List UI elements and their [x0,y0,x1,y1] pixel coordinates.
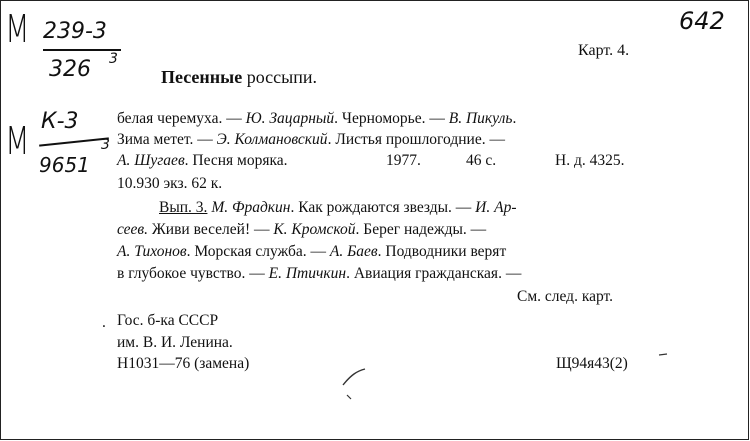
title-bold: Песенные [161,67,243,87]
text: . Песня моряка. [184,152,288,169]
see-next-card: См. след. карт. [517,288,614,305]
text: . Подводники верят [377,243,507,260]
shelf-denominator-top: 326 [49,57,91,82]
author: К. Кромской [273,221,356,238]
pages: 46 с. [466,152,497,169]
text: белая черемуха. — [117,110,246,127]
body-line-1 [117,111,516,127]
shelf-code-left: К-3 [41,109,79,134]
shelf-fraction-line-left [39,137,109,146]
title-rest: россыпи. [242,67,317,87]
shelf-denominator-left: 9651 [39,153,90,177]
card-title [161,67,317,88]
body-line-6 [117,222,486,238]
author: А. Шугаев [117,152,185,169]
author: сеев. [117,221,149,238]
text: Живи веселей! — [148,221,274,238]
text: . Как рождаются звезды. — [290,199,476,216]
dash-mark [657,351,671,359]
shelf-letter-top: М [5,7,30,51]
text: . Авиация гражданская. — [346,265,522,282]
shelf-sup-left: 3 [101,137,110,153]
body-line-3 [117,153,649,169]
author: Ю. Зацарный [245,110,335,127]
author: Е. Птичкин [268,265,347,282]
text: . Листья прошлогодние. — [327,131,505,148]
text: . [512,110,517,127]
body-line-2 [117,132,505,148]
library-line-2: им. В. И. Ленина. [117,334,233,351]
author: И. Ар- [475,199,517,216]
shelf-letter-left: М [5,119,30,163]
author: Э. Колмановский [216,131,328,148]
author: А. Баев [329,243,378,260]
shelf-mark-top [3,7,133,87]
pen-mark [339,361,379,411]
issue-label: Вып. 3. [159,199,208,216]
body-line-7 [117,244,506,260]
corner-number: 642 [679,7,725,35]
classification-code: Щ94я43(2) [556,355,628,372]
shelf-mark-left [3,109,133,189]
body-line-5 [159,200,516,216]
author: В. Пикуль [448,110,513,127]
text: в глубокое чувство. — [117,265,269,282]
body-line-4: 10.930 экз. 62 к. [117,175,223,192]
dot-mark: . [102,314,106,331]
year: 1977. [386,152,421,169]
author: А. Тихонов [117,243,187,260]
text: . Берег надежды. — [355,221,487,238]
library-line-3: Н1031—76 (замена) [117,355,250,372]
text: Зима метет. — [117,131,217,148]
text: . Черноморье. — [334,110,449,127]
shelf-sup-top: 3 [109,51,118,67]
author: М. Фрадкин [207,199,291,216]
library-line-1: Гос. б-ка СССР [117,312,219,329]
body-line-8 [117,266,521,282]
text: . Морская служба. — [186,243,330,260]
shelf-number-top: 239-3 [43,19,107,44]
print-order: Н. д. 4325. [555,152,625,169]
card-label: Карт. 4. [578,42,630,59]
